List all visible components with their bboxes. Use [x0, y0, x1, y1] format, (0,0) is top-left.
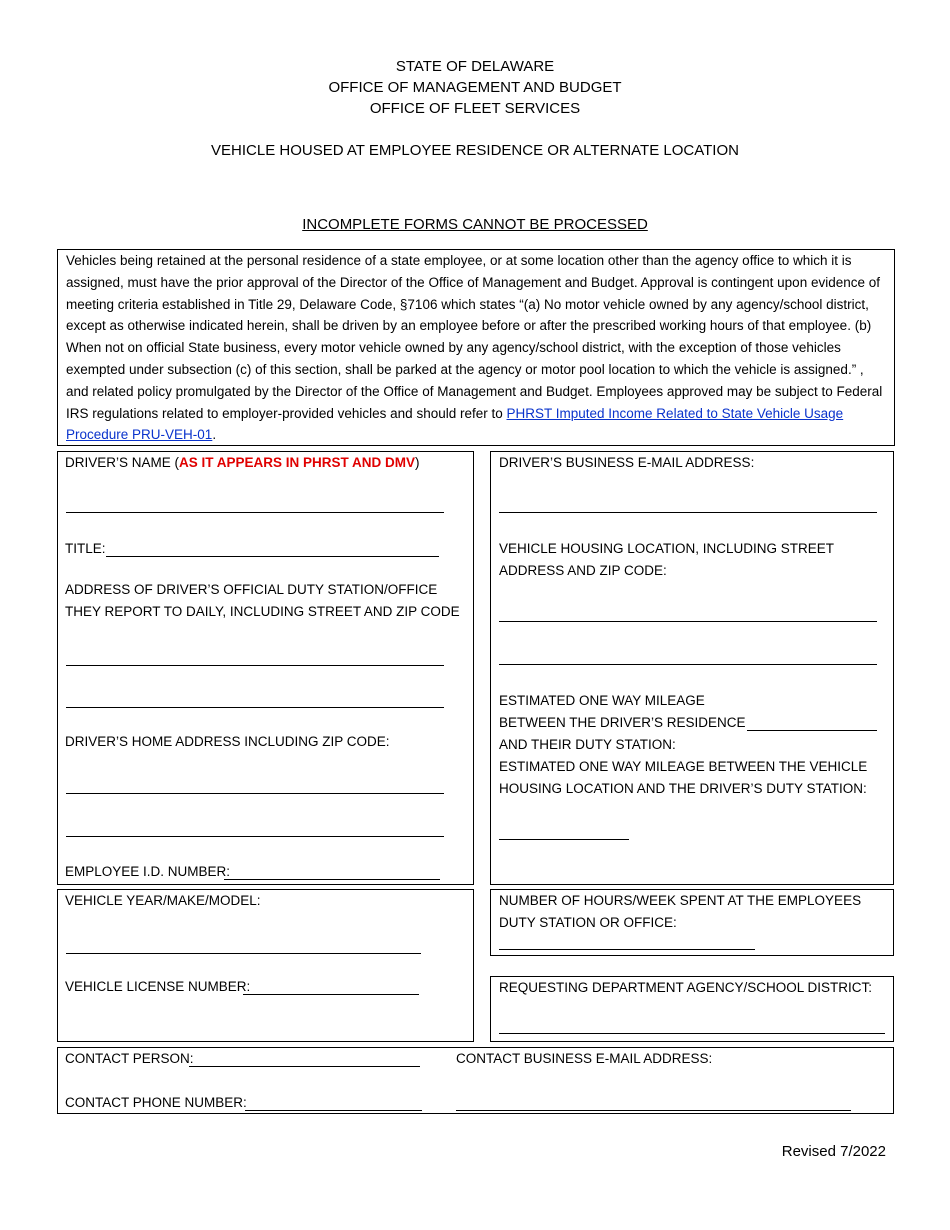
vehicle-box — [57, 889, 474, 1042]
department-label: REQUESTING DEPARTMENT AGENCY/SCHOOL DISTRICT: — [499, 980, 873, 995]
home-address-field-1[interactable] — [66, 793, 444, 794]
hours-label: NUMBER OF HOURS/WEEK SPENT AT THE EMPLOYEES DUTY STATION OR OFFICE: — [499, 893, 862, 930]
hours-field[interactable] — [499, 949, 755, 950]
mileage-housing-field[interactable] — [499, 839, 629, 840]
title-field[interactable] — [106, 556, 439, 557]
mileage-residence-field[interactable] — [747, 730, 877, 731]
employee-id-field[interactable] — [224, 879, 440, 880]
driver-name-field[interactable] — [66, 512, 444, 513]
driver-info-box — [57, 451, 474, 885]
duty-station-field-1[interactable] — [66, 665, 444, 666]
contact-email-field[interactable] — [456, 1110, 851, 1111]
duty-station-label: ADDRESS OF DRIVER’S OFFICIAL DUTY STATION/OFFICE THEY REPORT TO DAILY, INCLUDING STREET AND ZIP CODE — [65, 582, 460, 619]
hours-box — [490, 889, 894, 956]
driver-name-note: AS IT APPEARS IN PHRST AND DMV — [179, 455, 416, 470]
duty-station-field-2[interactable] — [66, 707, 444, 708]
home-address-field-2[interactable] — [66, 836, 444, 837]
vehicle-license-field[interactable] — [243, 994, 419, 995]
phrst-procedure-link[interactable]: PHRST Imputed Income Related to State Vehicle Usage Procedure PRU-VEH-01 — [66, 405, 844, 443]
department-field[interactable] — [499, 1033, 885, 1034]
header-omb: OFFICE OF MANAGEMENT AND BUDGET — [328, 79, 622, 96]
mileage-housing-label: ESTIMATED ONE WAY MILEAGE BETWEEN THE VEHICLE HOUSING LOCATION AND THE DRIVER’S DUTY STATION: — [499, 759, 868, 796]
mileage-residence-label: ESTIMATED ONE WAY MILEAGE BETWEEN THE DRIVER’S RESIDENCE AND THEIR DUTY STATION: — [499, 693, 746, 752]
contact-person-label: CONTACT PERSON: — [65, 1051, 194, 1066]
form-title: VEHICLE HOUSED AT EMPLOYEE RESIDENCE OR ALTERNATE LOCATION — [211, 142, 739, 159]
vehicle-housing-box — [490, 451, 894, 885]
vehicle-license-label: VEHICLE LICENSE NUMBER: — [65, 979, 251, 994]
housing-location-field-1[interactable] — [499, 621, 877, 622]
driver-email-label: DRIVER’S BUSINESS E-MAIL ADDRESS: — [499, 455, 755, 470]
department-box — [490, 976, 894, 1042]
housing-location-field-2[interactable] — [499, 664, 877, 665]
contact-phone-field[interactable] — [245, 1110, 422, 1111]
home-address-label: DRIVER’S HOME ADDRESS INCLUDING ZIP CODE: — [65, 734, 390, 749]
title-label: TITLE: — [65, 541, 106, 556]
incomplete-warning: INCOMPLETE FORMS CANNOT BE PROCESSED — [302, 216, 648, 233]
driver-email-field[interactable] — [499, 512, 877, 513]
revised-date: Revised 7/2022 — [781, 1143, 886, 1160]
intro-text: Vehicles being retained at the personal residence of a state employee, or at some location other than the agency office to which it is assigned, must have the prior approval of the Director of the Office of Management and Budget. Approval is contingent upon evidence of meeting criteria established in Title 29, Delaware Code, §7106 which states “(a) No motor vehicle owned by any agency/school district, except as otherwise indicated herein, shall be driven by an employee before or after the prescribed working hours of that employee. (b) When not on official State business, every motor vehicle owned by any agency/school district, with the exception of those vehicles exempted under subsection (c) of this section, shall be parked at the agency or motor pool location to which the vehicle is assigned.” , and related policy promulgated by the Director of the Office of Management and Budget. Employees approved may be subject to Federal IRS regulations related to employer-provided vehicles and should refer to — [66, 253, 883, 421]
contact-box — [57, 1047, 894, 1114]
header-fleet: OFFICE OF FLEET SERVICES — [369, 100, 581, 117]
driver-name-label: DRIVER’S NAME (AS IT APPEARS IN PHRST AND DMV) — [65, 455, 420, 470]
contact-email-label: CONTACT BUSINESS E-MAIL ADDRESS: — [456, 1051, 713, 1066]
intro-end: . — [212, 427, 217, 443]
contact-person-field[interactable] — [189, 1066, 420, 1067]
vehicle-year-make-model-field[interactable] — [66, 953, 421, 954]
header-state: STATE OF DELAWARE — [395, 58, 555, 75]
vehicle-year-make-model-label: VEHICLE YEAR/MAKE/MODEL: — [65, 893, 261, 908]
intro-paragraph — [57, 249, 895, 446]
employee-id-label: EMPLOYEE I.D. NUMBER: — [65, 864, 231, 879]
housing-location-label: VEHICLE HOUSING LOCATION, INCLUDING STREET ADDRESS AND ZIP CODE: — [499, 541, 834, 578]
contact-phone-label: CONTACT PHONE NUMBER: — [65, 1095, 247, 1110]
